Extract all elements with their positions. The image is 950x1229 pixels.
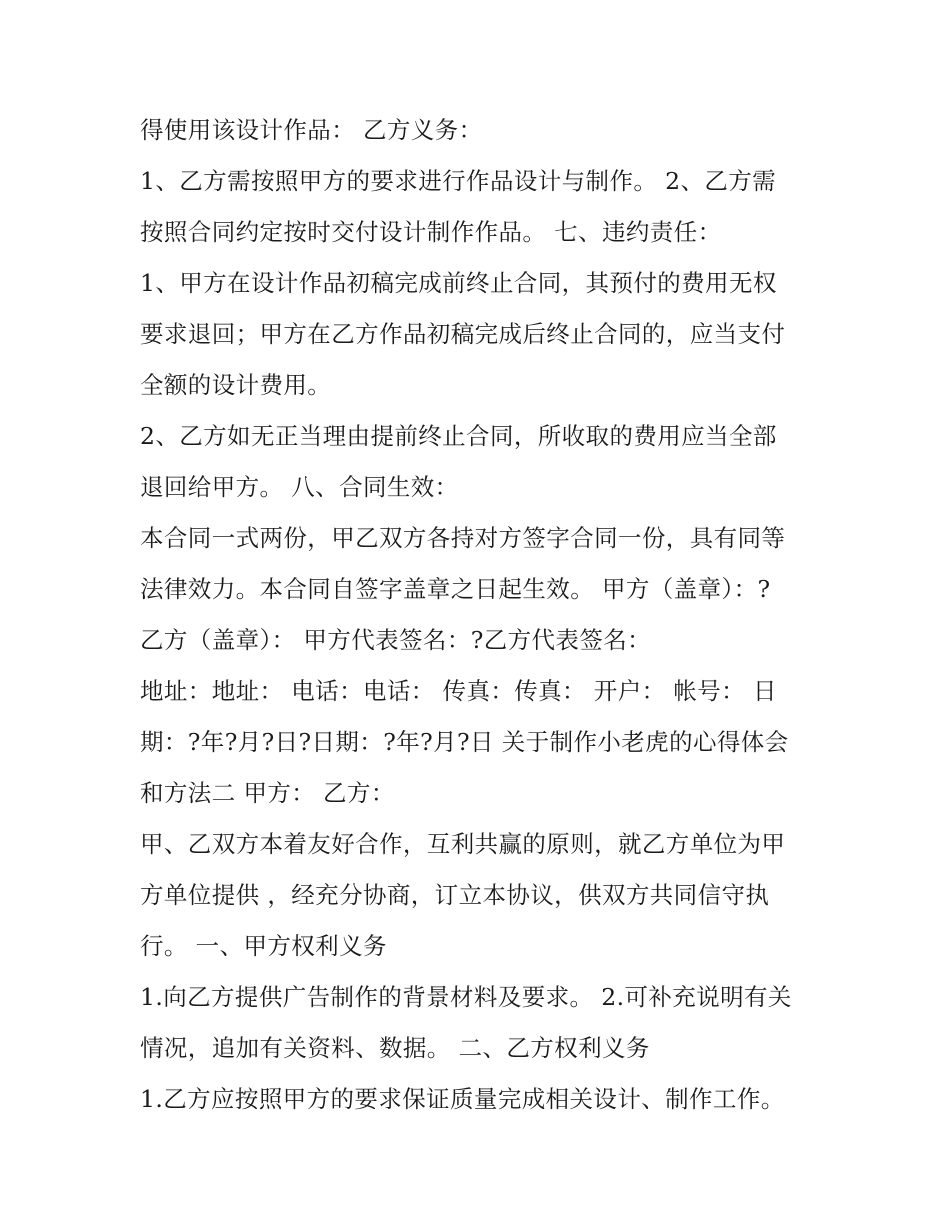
text-line: 按照合同约定按时交付设计制作作品。 七、违约责任：: [140, 218, 722, 246]
text-line: 地址：地址： 电话：电话： 传真：传真： 开户： 帐号： 日: [140, 677, 777, 705]
text-line: 2、乙方如无正当理由提前终止合同，所收取的费用应当全部: [140, 422, 777, 450]
text-line: 1、甲方在设计作品初稿完成前终止合同，其预付的费用无权: [140, 269, 777, 297]
text-line: 情况，追加有关资料、数据。 二、乙方权利义务: [140, 1034, 650, 1062]
text-line: 和方法二 甲方： 乙方：: [140, 779, 395, 807]
text-line: 要求退回；甲方在乙方作品初稿完成后终止合同的，应当支付: [140, 320, 786, 348]
text-line: 期：?年?月?日?日期：?年?月?日 关于制作小老虎的心得体会: [140, 728, 789, 756]
document-body: [140, 105, 830, 1125]
text-line: 1、乙方需按照甲方的要求进行作品设计与制作。 2、乙方需: [140, 167, 777, 195]
text-line: 法律效力。本合同自签字盖章之日起生效。 甲方（盖章）：?: [140, 575, 771, 603]
text-line: 方单位提供 ，经充分协商，订立本协议，供双方共同信守执: [140, 881, 770, 909]
text-line: 1.向乙方提供广告制作的背景材料及要求。 2.可补充说明有关: [140, 983, 792, 1011]
text-line: 1.乙方应按照甲方的要求保证质量完成相关设计、制作工作。: [140, 1085, 785, 1113]
text-line: 行。 一、甲方权利义务: [140, 932, 387, 960]
text-line: 乙方（盖章）： 甲方代表签名：?乙方代表签名：: [140, 626, 652, 654]
text-line: 甲、乙双方本着友好合作，互利共赢的原则，就乙方单位为甲: [140, 830, 786, 858]
text-line: 退回给甲方。 八、合同生效：: [140, 473, 459, 501]
text-line: 得使用该设计作品： 乙方义务：: [140, 116, 483, 144]
text-line: 全额的设计费用。: [140, 371, 332, 399]
text-line: 本合同一式两份，甲乙双方各持对方签字合同一份，具有同等: [140, 524, 786, 552]
